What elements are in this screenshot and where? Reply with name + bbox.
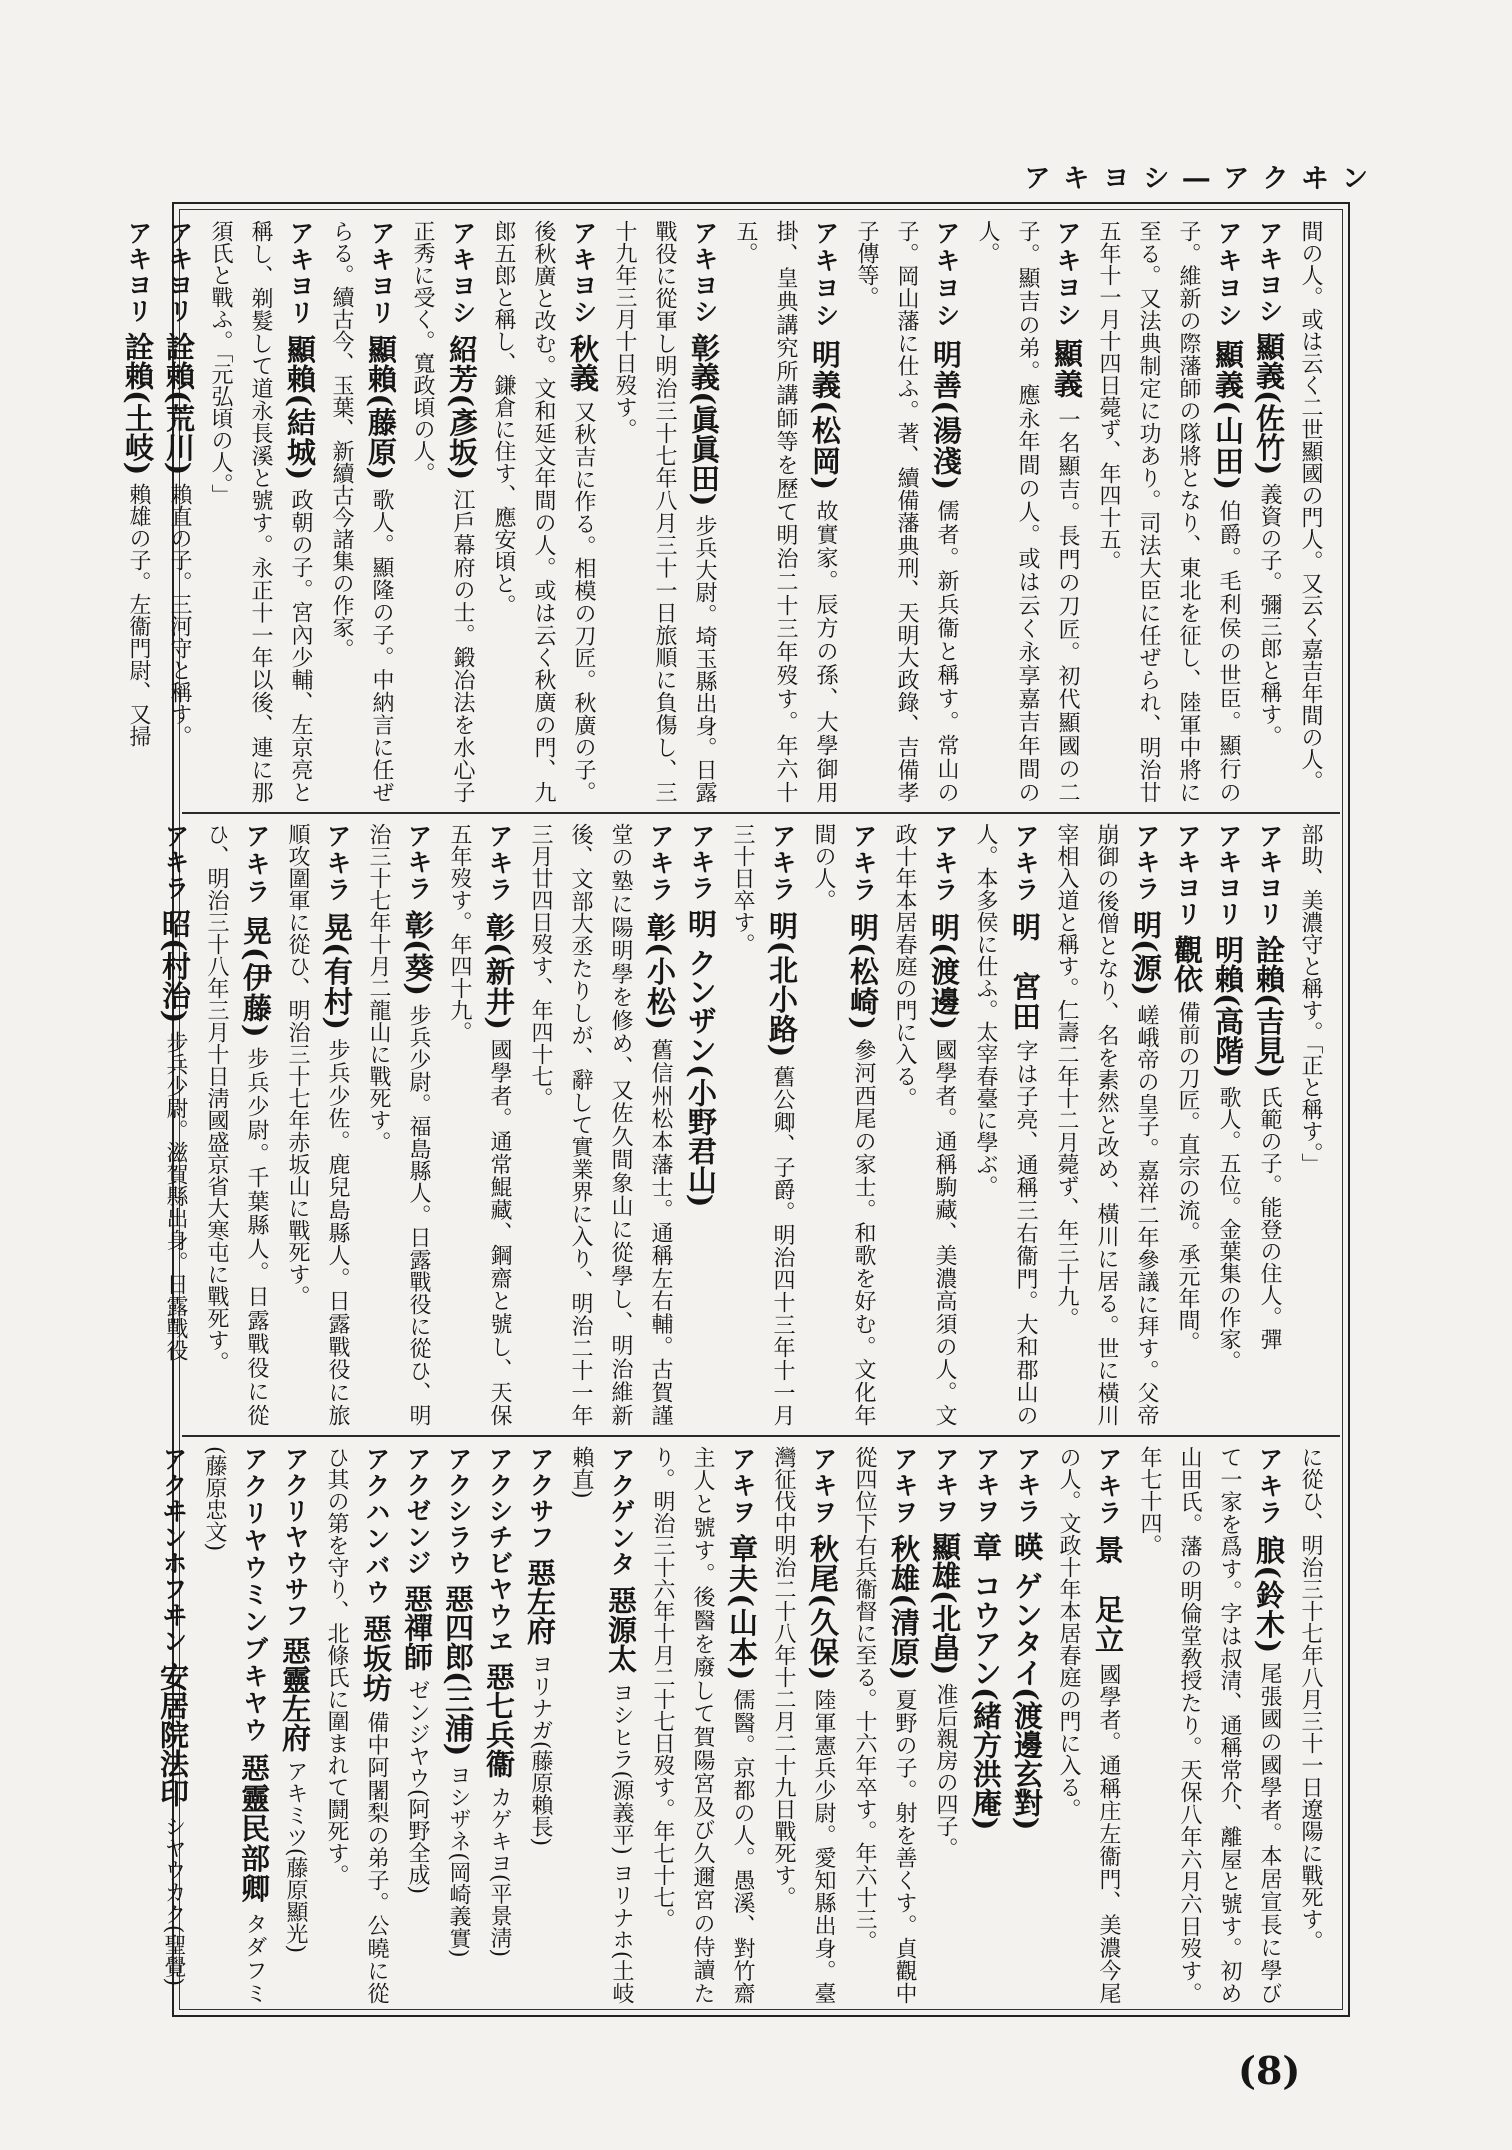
- entry-heading: アキヨリ: [1255, 823, 1284, 927]
- entry-name: 惡靈民部卿: [237, 1753, 271, 1904]
- entry-body: 尾張國の國學者。本居宣長に學びて一家を爲す。字は叔清、通稱常介、離屋と號す。初め山田氏。藩の明倫堂敎授たり。天保八年六月六日歿す。年七十四。: [1137, 1446, 1282, 2005]
- dictionary-entry: [397, 1446, 437, 2004]
- tier-bottom: [156, 1440, 1340, 2010]
- entry-heading: アキヲ: [890, 1446, 919, 1526]
- dictionary-entry: [520, 823, 680, 1426]
- entry-heading: アキヨリ: [1214, 823, 1243, 927]
- dictionary-entry: [1167, 823, 1207, 1426]
- entry-name: 明賴(高階): [1211, 934, 1245, 1079]
- entry-body: 伯爵。毛利侯の世臣。顯行の子。維新の際藩師の隊將となり、東北を征し、陸軍中將に至る。又法典制定に功あり。司法大臣に任ぜられ、明治廿五年十一月十四日薨ず、年四十五。: [1096, 220, 1241, 804]
- entry-body: 備前の刀匠。直宗の流。承元年間。: [1175, 1000, 1200, 1353]
- entry-heading: アクゼンジ: [403, 1446, 432, 1576]
- dictionary-entry: [402, 220, 482, 803]
- entry-body: 國學者。通稱駒藏、美濃高須の人。文政十年本居春庭の門に入る。: [892, 823, 957, 1427]
- entry-name: 惡四郎(三浦): [441, 1583, 475, 1757]
- entry-heading: アキラ: [404, 823, 433, 902]
- dictionary-entry: [803, 823, 883, 1426]
- entry-name: 章夫(山本): [725, 1534, 759, 1681]
- page-frame: [121, 202, 1350, 2017]
- dictionary-entry: [763, 1446, 843, 2004]
- entry-heading: アキラ: [1132, 823, 1161, 902]
- entry-body: 步兵少尉。千葉縣人。日露戰役に從ひ、明治三十八年三月十日淸國盛京省大寒屯に戰死す。: [204, 823, 269, 1427]
- entry-body: 一名顯吉。長門の刀匠。初代顯國の二子。顯吉の弟。應永年間の人。或は云く永享嘉吉年間の人。: [975, 220, 1080, 804]
- entry-body: 儒者。新兵衞と稱す。常山の子。岡山藩に仕ふ。著、續備藩典刑、天明大政錄、吉備孝子傳等。: [854, 220, 959, 804]
- entry-heading: アキヨシ: [690, 220, 719, 325]
- entry-name: 朖(鈴木): [1252, 1535, 1286, 1654]
- dictionary-entry: [925, 1446, 965, 2004]
- entry-body: 歌人。顯隆の子。中納言に任ぜらる。續古今、玉葉、新續古今諸集の作家。: [329, 220, 394, 804]
- entry-heading: アキヨシ: [811, 220, 840, 330]
- entry-heading: アキヨリ: [1173, 823, 1202, 927]
- entry-heading: アキラ: [1255, 1446, 1284, 1527]
- entry-body: ヨリナガ(藤原賴長): [528, 1652, 553, 1847]
- dictionary-entry: [967, 220, 1087, 803]
- dictionary-entry: [520, 1446, 560, 2004]
- entry-heading: アキヲ: [728, 1446, 757, 1526]
- entry-heading: アキヨシ: [448, 220, 477, 326]
- entry-heading: アキラ: [1013, 1446, 1042, 1524]
- tier-divider: [182, 812, 1340, 814]
- entry-heading: アキヨリ: [124, 220, 153, 324]
- entry-name: 彰(小松): [643, 912, 677, 1031]
- entry-name: 明(北小路): [765, 911, 799, 1058]
- entry-name: 景 足立: [1091, 1535, 1125, 1655]
- entry-heading: アキラ: [849, 823, 878, 904]
- dictionary-entry: [965, 823, 1045, 1426]
- dictionary-entry: [722, 823, 802, 1426]
- entry-body: 義資の子。彌三郎と稱す。: [1257, 483, 1282, 748]
- dictionary-entry: [1088, 220, 1248, 803]
- dictionary-entry: [1208, 823, 1248, 1426]
- entry-name: 紹芳(彥坂): [445, 334, 479, 481]
- dictionary-entry: [1007, 1446, 1047, 2004]
- entry-name: 彰義(眞眞田): [687, 332, 721, 507]
- entry-name: 惡左府: [523, 1557, 557, 1645]
- dictionary-entry: [1290, 220, 1330, 803]
- entry-body: カゲキヨ(平景淸): [487, 1785, 512, 1958]
- entry-body: 參河西尾の家士。和歌を好む。文化年間の人。: [811, 823, 876, 1427]
- entry-body: 間の人。或は云く二世顯國の門人。又云く嘉吉年間の人。: [1298, 220, 1323, 792]
- entry-body: 步兵少尉。滋賀縣出身。日露戰役: [163, 1031, 188, 1362]
- dictionary-entry: [275, 1446, 315, 2004]
- entry-name: 顯義(山田): [1211, 339, 1245, 491]
- entry-heading: アクシラウ: [444, 1446, 473, 1576]
- entry-name: 彰(葵): [401, 909, 435, 996]
- entry-name: 詮賴(土岐): [121, 331, 155, 476]
- entry-body: 故實家。辰方の孫、大學御用掛、皇典講究所講師等を歷て明治二十三年歿す。年六十五。: [733, 220, 838, 804]
- dictionary-entry: [1249, 823, 1289, 1426]
- page-number: (8): [1238, 2048, 1301, 2093]
- entry-heading: アクハンバウ: [362, 1446, 391, 1606]
- entry-heading: アキラ: [1094, 1446, 1123, 1527]
- entry-body: 歌人。五位。金葉集の作家。: [1216, 1086, 1241, 1373]
- entry-body: 氏範の子。能登の住人。彈: [1257, 1086, 1282, 1351]
- dictionary-entry: [479, 1446, 519, 2004]
- dictionary-entry: [194, 1446, 274, 2004]
- entry-body: 備中阿闍梨の弟子。公曉に從ひ其の第を守り、北條氏に圍まれて鬪死す。: [324, 1446, 389, 2005]
- dictionary-entry: [277, 823, 357, 1426]
- dictionary-entry: [725, 220, 845, 803]
- entry-name: 明(源): [1129, 909, 1163, 996]
- dictionary-entry: [561, 1446, 641, 2004]
- entry-heading: アキヲ: [972, 1446, 1001, 1524]
- entry-body: シヤウカク(聖覺): [161, 1814, 186, 1987]
- entry-name: 惡禪師: [400, 1583, 434, 1671]
- dictionary-entry: [966, 1446, 1006, 2004]
- entry-body: タダフミ(藤原忠文): [202, 1446, 267, 2005]
- entry-body: 又秋吉に作る。相模の刀匠。秋廣の子。後秋廣と改む。文和延文年間の人。或は云く秋廣の門、九郎五郎と稱し、鎌倉に住す、應安頃と。: [491, 220, 596, 804]
- entry-name: 章 コウアン(緒方洪庵): [969, 1531, 1003, 1831]
- tier-middle: [158, 817, 1340, 1432]
- entry-heading: アキヲ: [931, 1446, 960, 1524]
- entry-name: 顯義: [1050, 338, 1084, 400]
- entry-name: 惡靈左府: [278, 1635, 312, 1752]
- entry-heading: アキラ: [485, 823, 514, 904]
- entry-name: 晃(有村): [320, 912, 354, 1031]
- dictionary-entry: [155, 823, 195, 1426]
- entry-heading: アキラ: [323, 823, 352, 904]
- entry-name: 明 宮田: [1008, 912, 1042, 1032]
- entry-body: 准后親房の四子。: [933, 1683, 958, 1860]
- entry-name: 詮賴(荒川): [162, 331, 196, 476]
- entry-heading: アキヨシ: [1255, 220, 1284, 324]
- entry-name: 明善(湯淺): [929, 339, 963, 491]
- entry-name: 安居院法印: [156, 1661, 190, 1807]
- entry-heading: アキヲ: [809, 1446, 838, 1526]
- dictionary-entry: [159, 220, 199, 803]
- entry-body: 儒醫。京都の人。愚溪、對竹齋主人と號す。後醫を廢して賀陽宮及び久邇宮の侍讀たり。明治三十六年十月二十七日歿す。年七十七。: [650, 1446, 755, 2005]
- entry-name: 顯義(佐竹): [1252, 331, 1286, 476]
- entry-body: に從ひ、明治三十七年八月三十一日遼陽に戰死す。: [1298, 1446, 1323, 1952]
- entry-name: 晃(伊藤): [239, 916, 273, 1038]
- entry-heading: アキラ: [930, 823, 959, 904]
- entry-body: 國學者。通稱庄左衞門、美濃今尾の人。文政十年本居春庭の門に入る。: [1056, 1446, 1121, 2005]
- entry-body: 舊公卿、子爵。明治四十三年十一月三十日卒す。: [730, 823, 795, 1426]
- entry-heading: アクシチビヤウヱ: [485, 1446, 514, 1654]
- entry-name: 明義(松岡): [808, 339, 842, 491]
- dictionary-entry: [1249, 220, 1289, 803]
- entry-heading: アクサフ: [526, 1446, 555, 1550]
- entry-name: 顯賴(結城): [283, 334, 317, 481]
- dictionary-entry: [316, 1446, 396, 2004]
- entry-body: ヨシヒラ(源義平) ヨリナホ(土岐賴直): [569, 1446, 634, 2005]
- entry-body: 步兵大尉。埼玉縣出身。日露戰役に從軍し明治三十七年八月三十一日旅順に負傷し、三十九年三月十日歿す。: [612, 220, 717, 804]
- entry-body: 部助、美濃守と稱す。「正と稱す。」: [1298, 823, 1323, 1175]
- dictionary-entry: [358, 823, 438, 1426]
- entry-name: 明(渡邊): [927, 912, 961, 1031]
- entry-name: 昭(村治): [158, 908, 192, 1024]
- entry-heading: アキラ: [242, 823, 271, 907]
- entry-body: 陸軍憲兵少尉。愛知縣出身。臺灣征伐中明治二十八年十二月二十九日戰死す。: [771, 1446, 836, 2005]
- dictionary-entry: [196, 823, 276, 1426]
- dictionary-entry: [200, 220, 320, 803]
- entry-heading: アキラ: [687, 823, 716, 901]
- entry-body: ゼンジヤウ(阿野全成): [405, 1678, 430, 1895]
- entry-heading: アクヰンホフヰン: [159, 1446, 188, 1654]
- entry-name: 惡七兵衞: [482, 1661, 516, 1778]
- entry-body: 賴直の子。三河守と稱す。: [167, 483, 192, 748]
- entry-body: 步兵少尉。福島縣人。日露戰役に從ひ、明治三十七年十月二龍山に戰死す。: [366, 823, 431, 1426]
- entry-body: 國學者。通常鯤藏、鋼齋と號し、天保五年歿す。年四十九。: [447, 823, 512, 1427]
- entry-body: 步兵少佐。鹿兒島縣人。日露戰役に旅順攻圍軍に從ひ、明治三十七年赤坂山に戰死す。: [285, 823, 350, 1427]
- entry-heading: アキヨシ: [569, 220, 598, 326]
- entry-heading: アクゲンタ: [607, 1446, 636, 1578]
- entry-heading: アキヨリ: [367, 220, 396, 326]
- entry-name: 觀依: [1170, 934, 1204, 993]
- dictionary-entry: [1046, 823, 1166, 1426]
- dictionary-entry: [153, 1446, 193, 2004]
- dictionary-entry: [1048, 1446, 1128, 2004]
- dictionary-entry: [846, 220, 966, 803]
- tier-top: [121, 214, 1340, 809]
- dictionary-entry: [438, 1446, 478, 2004]
- entry-name: 秋雄(清原): [887, 1534, 921, 1681]
- entry-name: 暎 ゲンタイ(渡邊玄對): [1010, 1531, 1044, 1831]
- entry-heading: アキラ: [1011, 823, 1040, 904]
- entry-heading: アキヨシ: [932, 220, 961, 330]
- entry-body: 江戶幕府の士。鍛冶法を水心子正秀に受く。寬政頃の人。: [410, 220, 475, 804]
- entry-heading: アキヨリ: [286, 220, 315, 326]
- dictionary-entry: [1290, 1446, 1330, 2004]
- entry-heading: アキヨリ: [165, 220, 194, 324]
- entry-heading: アキヨシ: [1214, 220, 1243, 330]
- dictionary-entry: [118, 220, 158, 803]
- dictionary-entry: [483, 220, 603, 803]
- tier-divider: [182, 1435, 1340, 1437]
- entry-name: 秋尾(久保): [806, 1534, 840, 1681]
- dictionary-entry: [439, 823, 519, 1426]
- entry-heading: アキラ: [768, 823, 797, 903]
- entry-name: 顯賴(藤原): [364, 334, 398, 481]
- entry-name: 秋義: [566, 333, 600, 393]
- entry-body: アキミツ(藤原顯光): [283, 1759, 308, 1954]
- entry-body: 嵯峨帝の皇子。嘉祥二年參議に拜す。父帝崩御の後僧となり、名を素然と改め、橫川に居る。世に橫川宰相入道と稱す。仁壽二年十二月薨ず、年三十九。: [1054, 823, 1159, 1426]
- dictionary-entry: [1129, 1446, 1289, 2004]
- entry-body: 字は子亮、通稱三右衞門。大和郡山の人。本多侯に仕ふ。太宰春臺に學ぶ。: [973, 823, 1038, 1427]
- entry-body: ヨシザネ(岡崎義實): [446, 1764, 471, 1958]
- entry-heading: アクリヤウサフ: [281, 1446, 310, 1628]
- dictionary-entry: [681, 823, 721, 1426]
- dictionary-entry: [884, 823, 964, 1426]
- entry-body: 賴雄の子。左衞門尉、又掃: [126, 483, 151, 748]
- entry-name: 顯雄(北畠): [928, 1531, 962, 1676]
- entry-heading: アキラ: [161, 823, 190, 901]
- entry-name: 惡坂坊: [359, 1613, 393, 1703]
- entry-name: 詮賴(吉見): [1252, 934, 1286, 1079]
- entry-body: 夏野の子。射を善くす。貞觀中從四位下右兵衞督に至る。十六年卒す。年六十三。: [852, 1446, 917, 2005]
- entry-heading: アキラ: [646, 823, 675, 904]
- dictionary-entry: [321, 220, 401, 803]
- running-head: アキヨシ―アクヰン: [1024, 164, 1382, 194]
- entry-name: 惡源太: [604, 1585, 638, 1674]
- dictionary-entry: [1290, 823, 1330, 1426]
- entry-body: 舊信州松本藩士。通稱左右輔。古賀謹堂の塾に陽明學を修め、又佐久間象山に從學し、明治維新後、文部大丞たりしが、辭して實業界に入り、明治二十一年三月廿四日歿す、年四十七。: [528, 823, 673, 1427]
- dictionary-entry: [604, 220, 724, 803]
- dictionary-entry: [844, 1446, 924, 2004]
- entry-heading: アキヨシ: [1053, 220, 1082, 330]
- entry-heading: アクリヤウミンブキヤウ: [240, 1446, 269, 1745]
- dictionary-entry: [642, 1446, 762, 2004]
- entry-body: 政朝の子。宮內少輔、左京亮と稱し、剃髮して道永長溪と號す。永正十一年以後、連に那須氏と戰ふ。「元弘頃の人。」: [208, 220, 313, 804]
- entry-name: 明(松崎): [846, 912, 880, 1031]
- entry-name: 彰(新井): [482, 912, 516, 1031]
- entry-name: 明 クンザン(小野君山): [684, 908, 718, 1208]
